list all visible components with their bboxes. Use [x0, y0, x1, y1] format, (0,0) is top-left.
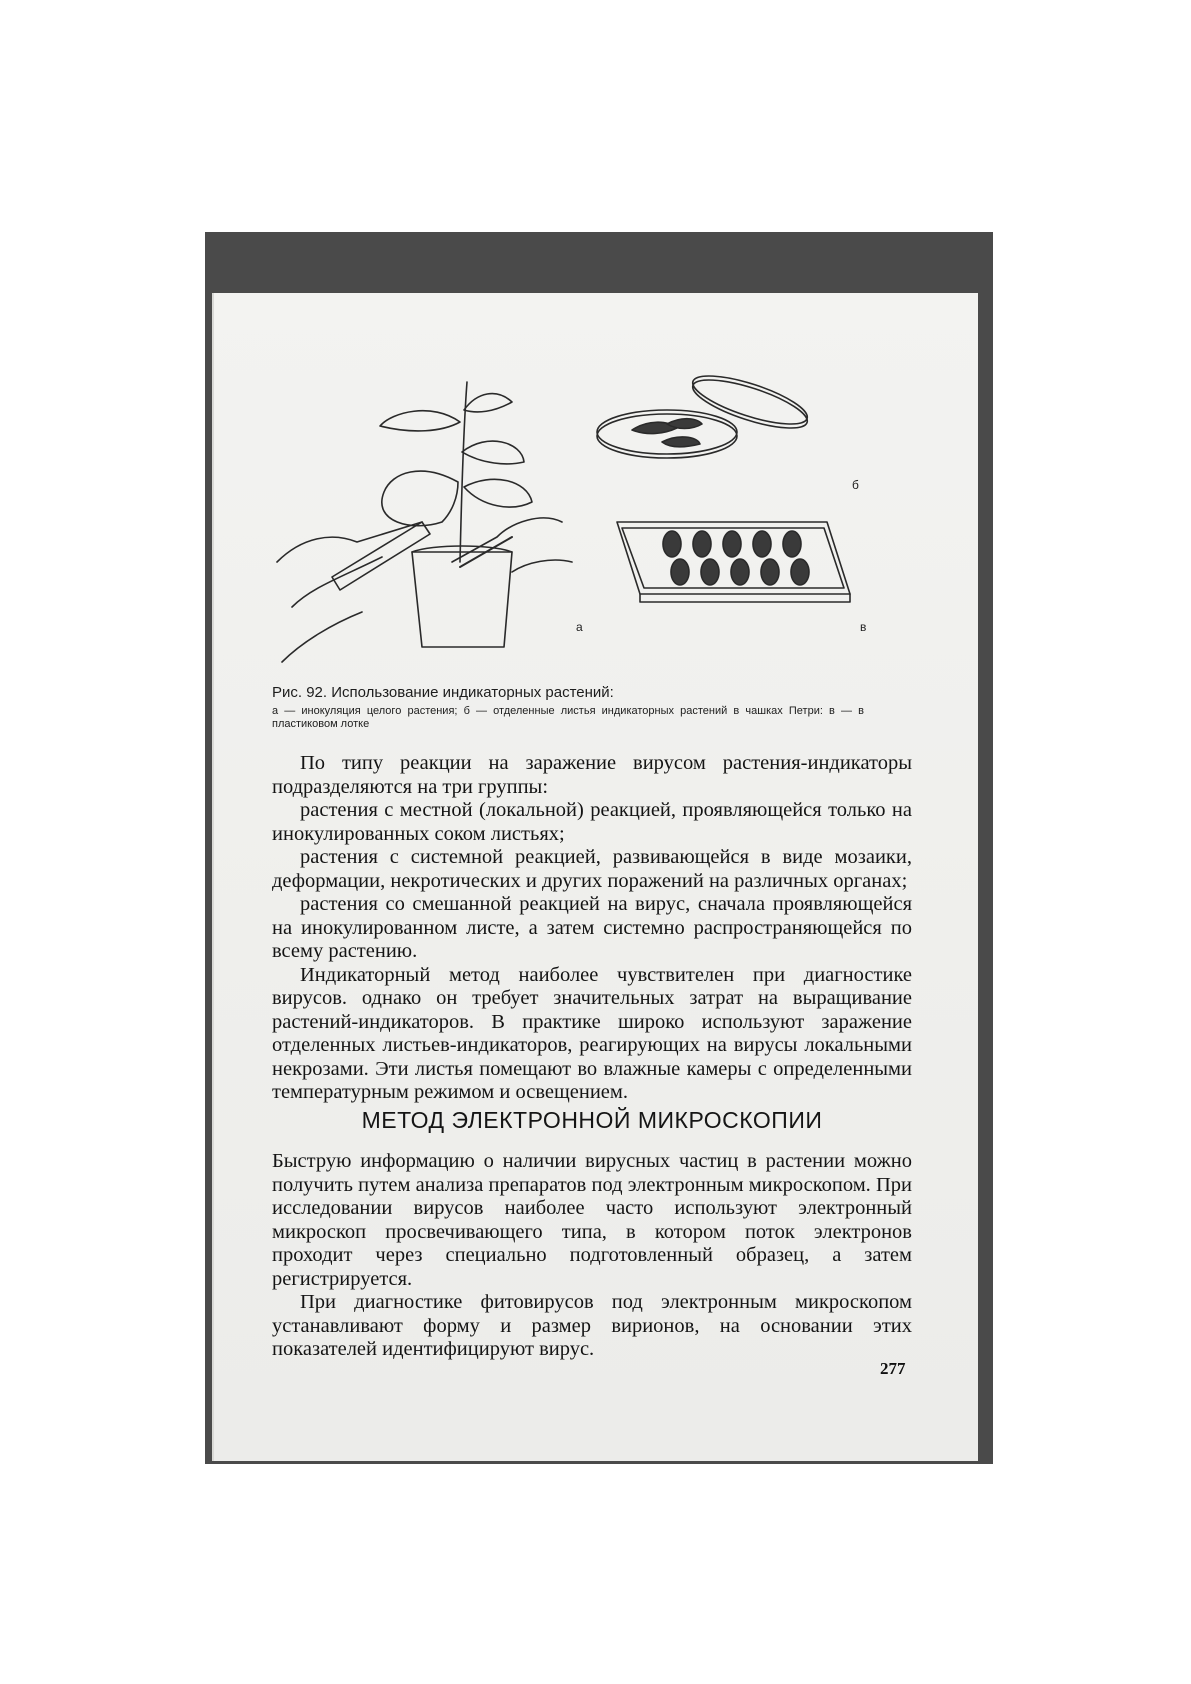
plant-leaf	[382, 471, 458, 526]
section-heading: МЕТОД ЭЛЕКТРОННОЙ МИКРОСКОПИИ	[361, 1107, 823, 1133]
plant-leaf	[464, 394, 512, 412]
petri-lid	[688, 366, 812, 434]
body-text	[272, 752, 912, 1105]
plant-leaf	[464, 479, 532, 507]
panel-label-b: б	[852, 478, 859, 492]
hand-left	[277, 522, 422, 662]
figure-illustration	[272, 362, 912, 692]
paragraph: Быструю информацию о наличии вирусных частиц в растении можно получить путем анализа препаратов под электронным микроскопом. При исследовании вирусов наиболее часто используют электронный микроскоп просвечивающего типа, в котором поток электронов проходит через специально подготовленный образец, а затем регистрируется.	[272, 1150, 912, 1290]
panel-label-c: в	[860, 620, 867, 634]
paragraph: По типу реакции на заражение вирусом растения-индикаторы подразделяются на три группы:	[272, 752, 912, 798]
paragraph: Индикаторный метод наиболее чувствителен при диагностике вирусов. однако он требует значительных затрат на выращивание растений-индикаторов. В практике широко используют заражение отделенных листьев-индикаторов, реагирующих на вирусы локальными некрозами. Эти листья помещают во влажные камеры с определенными температурным режимом и освещением.	[272, 963, 912, 1103]
hand-right	[452, 518, 572, 572]
plant-leaf	[380, 411, 460, 431]
panel-label-a: а	[576, 620, 583, 634]
caption-title: Рис. 92. Использование индикаторных растений:	[272, 684, 614, 701]
figure-drawing	[272, 362, 912, 692]
figure-caption	[272, 684, 912, 731]
caption-description: а — инокуляция целого растения; б — отделенные листья индикаторных растений в чашках Петри: в — в пластиковом лотке	[272, 705, 864, 730]
section-text	[272, 1150, 912, 1362]
plant-leaf	[462, 441, 524, 464]
plant-stem	[460, 382, 467, 562]
page-number: 277	[880, 1359, 906, 1378]
paragraph: растения с местной (локальной) реакцией, проявляющейся только на инокулированных соком листьях;	[272, 799, 912, 845]
paragraph: При диагностике фитовирусов под электронным микроскопом устанавливают форму и размер вирионов, на основании этих показателей идентифицируют вирус.	[272, 1291, 912, 1360]
paragraph: растения с системной реакцией, развивающейся в виде мозаики, деформации, некротических и других поражений на различных органах;	[272, 846, 912, 892]
paragraph: растения со смешанной реакцией на вирус, сначала проявляющейся на инокулированном листе, а затем системно распространяющейся по всему растению.	[272, 893, 912, 962]
